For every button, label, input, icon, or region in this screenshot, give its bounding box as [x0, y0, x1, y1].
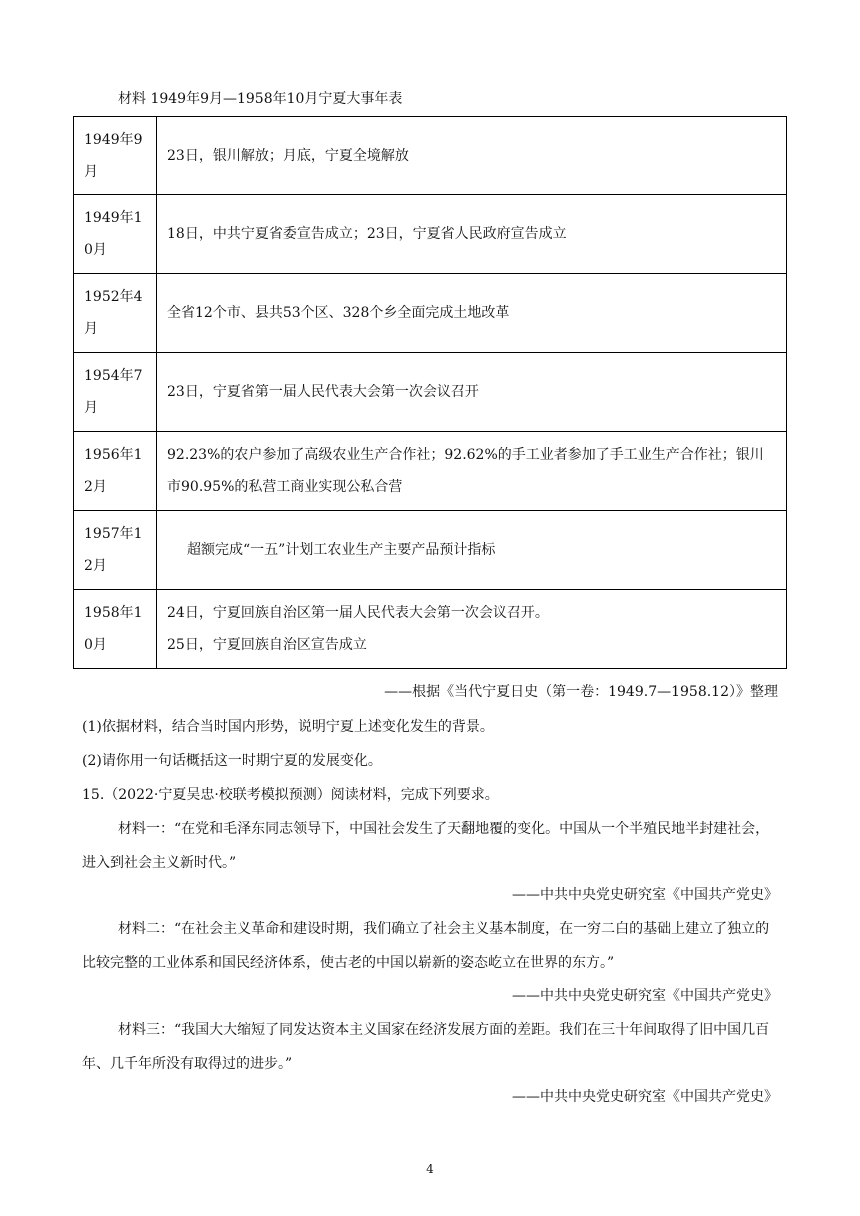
row-events: 超额完成“一五”计划工农业生产主要产品预计指标	[157, 511, 787, 590]
table-row	[74, 274, 787, 353]
row-event-line: 24日，宁夏回族自治区第一届人民代表大会第一次会议召开。	[167, 605, 549, 621]
row-date: 1952年4月	[74, 274, 157, 353]
row-date: 1954年7月	[74, 353, 157, 432]
table-source: ——根据《当代宁夏日史（第一卷：1949.7—1958.12）》整理	[384, 684, 778, 700]
row-events: 18日，中共宁夏省委宣告成立；23日，宁夏省人民政府宣告成立	[157, 195, 787, 274]
table-caption: 材料 1949年9月—1958年10月宁夏大事年表	[118, 91, 403, 107]
question-1: (1)依据材料，结合当时国内形势，说明宁夏上述变化发生的背景。	[82, 719, 494, 735]
row-date: 1949年9月	[74, 117, 157, 195]
table-row	[74, 590, 787, 669]
question-15-header: 15.（2022·宁夏吴忠·校联考模拟预测）阅读材料，完成下列要求。	[82, 787, 499, 803]
table-row	[74, 195, 787, 274]
row-events: 全省12个市、县共53个区、328个乡全面完成土地改革	[157, 274, 787, 353]
material-2-source: ——中共中央党史研究室《中国共产党史》	[512, 988, 778, 1004]
row-events	[157, 590, 787, 669]
row-events: 92.23%的农户参加了高级农业生产合作社；92.62%的手工业者参加了手工业生产合作社；银川市90.95%的私营工商业实现公私合营	[157, 432, 787, 511]
table-row	[74, 432, 787, 511]
page-number: 4	[426, 1162, 434, 1176]
material-1-source: ——中共中央党史研究室《中国共产党史》	[512, 887, 778, 903]
question-2: (2)请你用一句话概括这一时期宁夏的发展变化。	[82, 753, 382, 769]
row-date: 1958年10月	[74, 590, 157, 669]
row-events: 23日，银川解放；月底，宁夏全境解放	[157, 117, 787, 195]
events-table	[73, 116, 787, 669]
table-row	[74, 511, 787, 590]
material-2: 材料二：“在社会主义革命和建设时期，我们确立了社会主义基本制度，在一穷二白的基础上建立了独立的比较完整的工业体系和国民经济体系，使古老的中国以崭新的姿态屹立在世界的东方。”	[82, 921, 770, 971]
row-date: 1956年12月	[74, 432, 157, 511]
table-row	[74, 353, 787, 432]
row-date: 1957年12月	[74, 511, 157, 590]
row-events: 23日，宁夏省第一届人民代表大会第一次会议召开	[157, 353, 787, 432]
material-1: 材料一：“在党和毛泽东同志领导下，中国社会发生了天翻地覆的变化。中国从一个半殖民地半封建社会，进入到社会主义新时代。”	[82, 821, 770, 871]
row-event-line: 25日，宁夏回族自治区宣告成立	[167, 637, 367, 653]
material-3-source: ——中共中央党史研究室《中国共产党史》	[512, 1089, 778, 1105]
row-date: 1949年10月	[74, 195, 157, 274]
table-row	[74, 117, 787, 195]
material-3: 材料三：“我国大大缩短了同发达资本主义国家在经济发展方面的差距。我们在三十年间取得了旧中国几百年、几千年所没有取得过的进步。”	[82, 1022, 770, 1072]
